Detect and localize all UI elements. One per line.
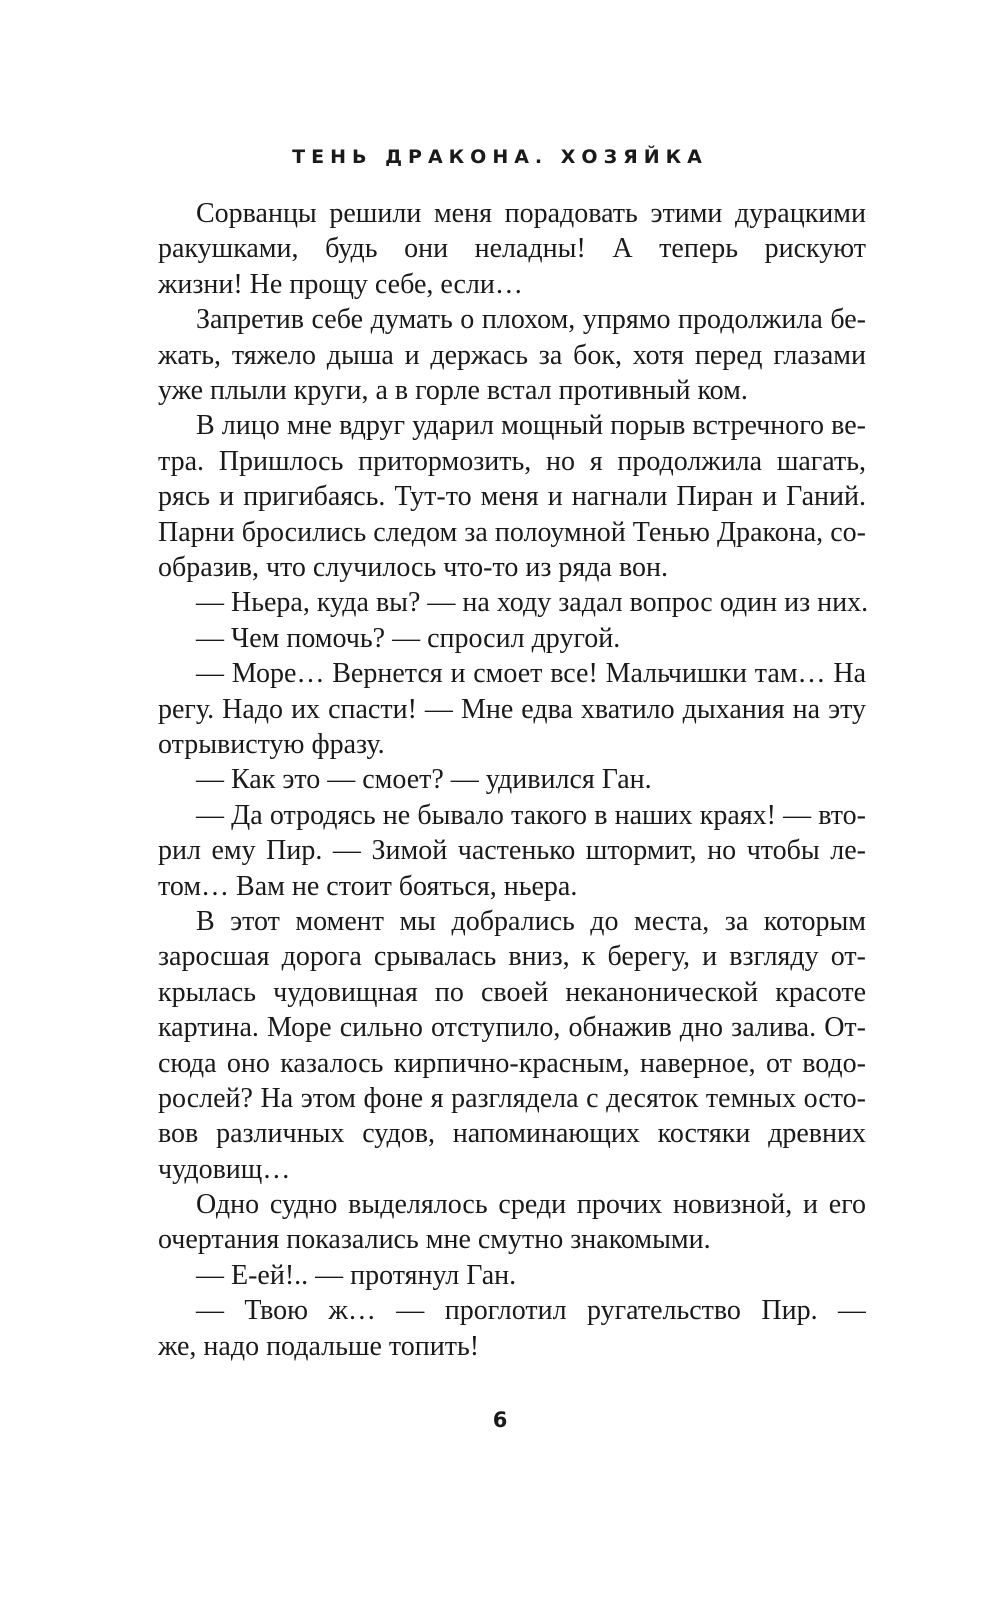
text-line: — Да отродясь не бывало такого в наших краях! — вто-: [196, 799, 866, 831]
text-line: ракушками, будь они неладны! А теперь рискуют: [158, 233, 866, 265]
text-line: том… Вам не стоит бояться, ньера.: [158, 870, 578, 902]
text-line: чудовищ…: [158, 1153, 291, 1185]
paragraph: [158, 904, 866, 1187]
text-line: сюда оно казалось кирпично-красным, наверное, от водо-: [158, 1047, 866, 1079]
text-line: картина. Море сильно отступило, обнажив дно залива. От-: [158, 1012, 866, 1044]
paragraph: [158, 1293, 866, 1364]
text-line: тра. Пришлось притормозить, но я продолжила шагать,: [158, 445, 866, 477]
text-line: отрывистую фразу.: [158, 728, 385, 760]
text-line: — Как это — смоет? — удивился Ган.: [196, 764, 652, 796]
text-line: крылась чудовищная по своей неканонической красоте: [158, 976, 866, 1008]
paragraph: [158, 302, 866, 408]
text-line: В этот момент мы добрались до места, за которым: [196, 905, 866, 937]
running-title: ТЕНЬ ДРАКОНА. ХОЗЯЙКА: [292, 146, 708, 168]
text-line: рил ему Пир. — Зимой частенько штормит, но чтобы ле-: [158, 835, 866, 867]
text-line: Запретив себе думать о плохом, упрямо продолжила бе-: [196, 304, 866, 336]
text-line: — Твою ж… — проглотил ругательство Пир. —: [196, 1295, 866, 1327]
paragraph: [158, 408, 866, 585]
text-line: — Море… Вернется и смоет все! Мальчишки там… На: [196, 658, 866, 690]
paragraph: [158, 1187, 866, 1258]
text-line: вов различных судов, напоминающих костяки древних: [158, 1118, 866, 1150]
text-line: уже плыли круги, а в горле встал противный ком.: [158, 374, 748, 406]
paragraph: [158, 762, 866, 797]
text-line: жизни! Не прощу себе, если…: [158, 268, 523, 300]
text-line: Сорванцы решили меня порадовать этими дурацкими: [196, 198, 866, 229]
paragraph: [158, 656, 866, 762]
text-line: очертания показались мне смутно знакомыми.: [158, 1224, 711, 1256]
text-line: образив, что случилось что-то из ряда вон.: [158, 551, 668, 583]
page-number: 6: [492, 1408, 508, 1432]
text-line: Парни бросились следом за полоумной Тенью Дракона, со-: [158, 516, 866, 548]
text-line: заросшая дорога срывалась вниз, к берегу, и взгляду от-: [158, 941, 866, 973]
text-line: рослей? На этом фоне я разглядела с десяток темных осто-: [158, 1082, 866, 1114]
text-line: — Чем помочь? — спросил другой.: [196, 622, 621, 654]
paragraph: [158, 798, 866, 904]
paragraph: [158, 585, 869, 620]
text-line: же, надо подальше топить!: [158, 1330, 480, 1362]
text-line: жать, тяжело дыша и держась за бок, хотя перед глазами: [158, 339, 866, 371]
body-text: [158, 196, 869, 1364]
text-line: регу. Надо их спасти! — Мне едва хватило дыхания на эту: [158, 693, 866, 725]
text-line: Одно судно выделялось среди прочих новизной, и его: [196, 1189, 866, 1221]
text-line: — Ньера, куда вы? — на ходу задал вопрос один из них.: [196, 587, 869, 619]
paragraph: [158, 196, 866, 302]
text-line: В лицо мне вдруг ударил мощный порыв встречного ве-: [196, 410, 866, 442]
text-line: рясь и пригибаясь. Тут-то меня и нагнали Пиран и Ганий.: [158, 481, 866, 513]
text-line: — Е-ей!.. — протянул Ган.: [196, 1259, 517, 1291]
paragraph: [158, 1258, 866, 1293]
paragraph: [158, 621, 866, 656]
